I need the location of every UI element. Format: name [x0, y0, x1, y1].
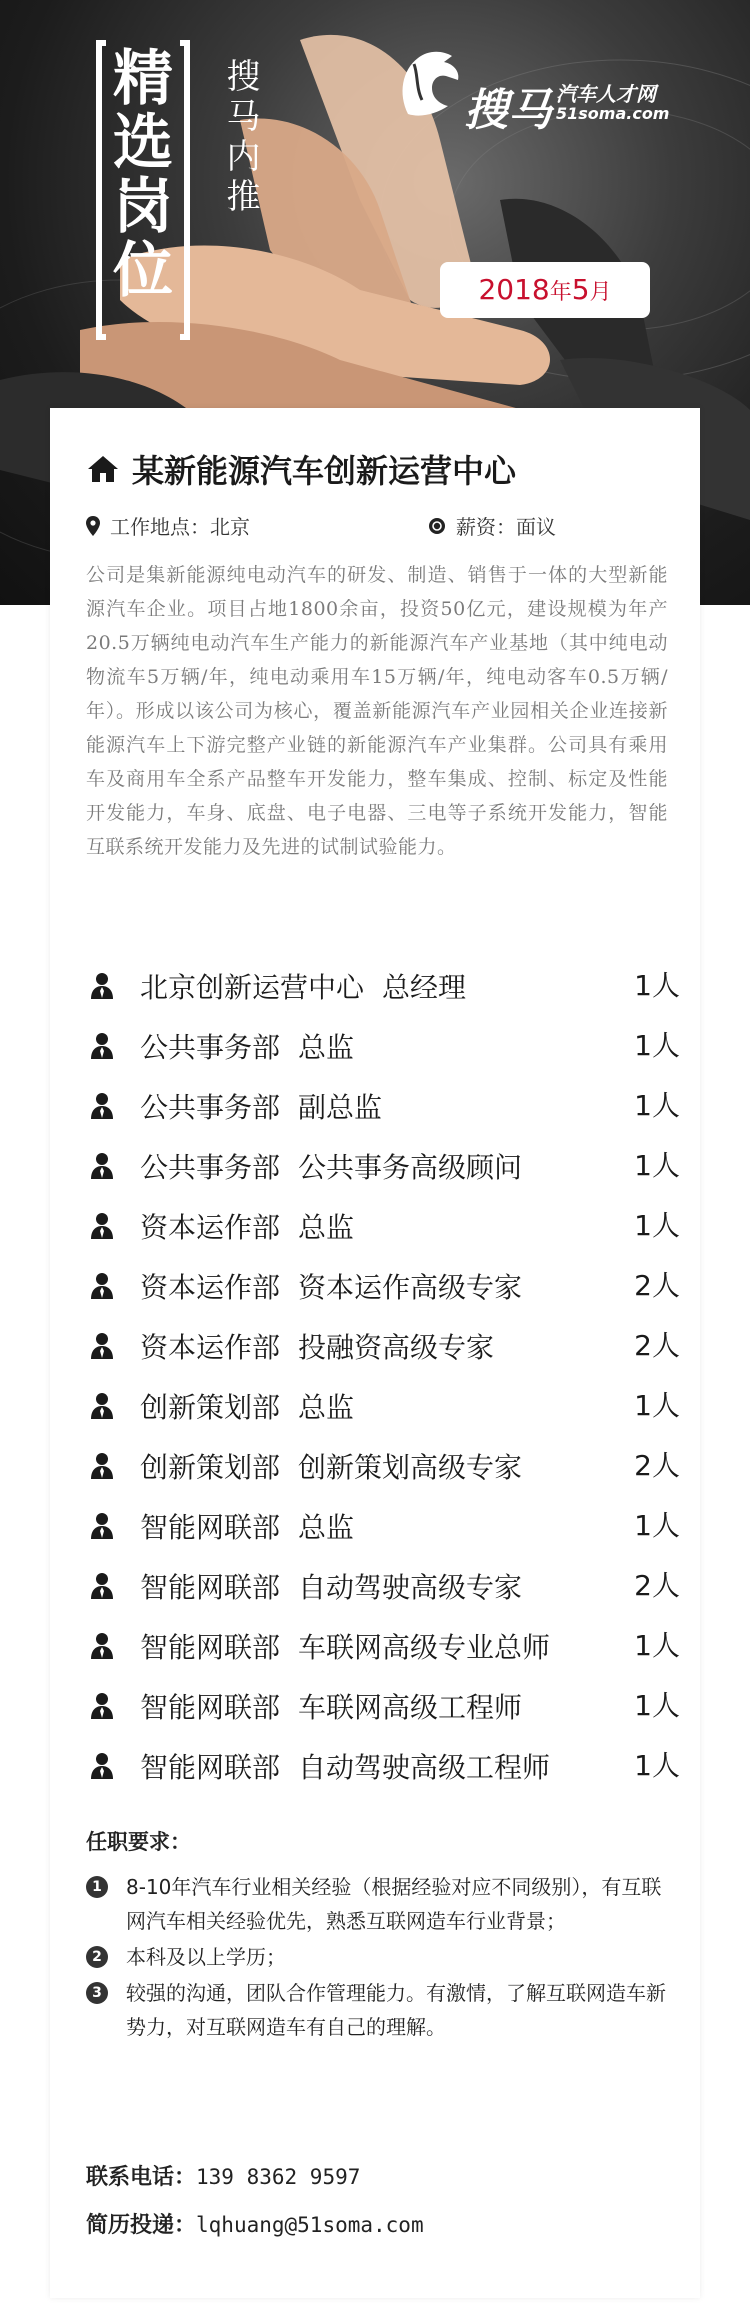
job-count: 1人	[634, 1629, 680, 1662]
phone-contact	[86, 2160, 360, 2191]
job-row	[90, 1196, 680, 1256]
job-count: 2人	[634, 1329, 680, 1362]
job-position: 副总监	[298, 1091, 383, 1124]
date-badge	[440, 262, 650, 318]
logo-tagline: 汽车人才网	[556, 82, 656, 106]
company-description: 公司是集新能源纯电动汽车的研发、制造、销售于一体的大型新能源汽车企业。项目占地1800余亩，投资50亿元，建设规模为年产20.5万辆纯电动汽车生产能力的新能源汽车产业基地（其中纯电动物流车5万辆/年，纯电动乘用车15万辆/年，纯电动客车0.5万辆/年）。形成以该公司为核心，覆盖新能源汽车产业园相关企业连接新能源汽车上下游完整产业链的新能源汽车产业集群。公司具有乘用车及商用车全系产品整车开发能力，整车集成、控制、标定及性能开发能力，车身、底盘、电子电器、三电等子系统开发能力，智能互联系统开发能力及先进的试制试验能力。	[86, 564, 668, 858]
date-year: 2018	[478, 273, 550, 306]
job-dept: 公共事务部	[140, 1151, 281, 1184]
job-count: 1人	[634, 1149, 680, 1182]
job-count: 1人	[634, 1389, 680, 1422]
job-position: 自动驾驶高级工程师	[298, 1751, 551, 1784]
job-count: 1人	[634, 1029, 680, 1062]
job-position: 公共事务高级顾问	[298, 1151, 523, 1184]
vertical-subtitle: 搜马内推	[220, 58, 260, 218]
job-position: 投融资高级专家	[298, 1331, 495, 1364]
job-title	[140, 1566, 522, 1606]
job-dept: 北京创新运营中心	[140, 971, 365, 1004]
job-row	[90, 1736, 680, 1796]
person-icon	[90, 1092, 114, 1120]
requirement-number: 3	[86, 1982, 108, 2004]
person-icon	[90, 1752, 114, 1780]
job-position: 资本运作高级专家	[298, 1271, 523, 1304]
job-title	[140, 1506, 354, 1546]
requirement-text: 8-10年汽车行业相关经验（根据经验对应不同级别），有互联网汽车相关经验优先，熟悉互联网造车行业背景；	[126, 1875, 662, 1933]
salary-label: 薪资：面议	[456, 515, 556, 539]
job-count: 1人	[634, 1689, 680, 1722]
email-label: 简历投递：	[86, 2213, 197, 2238]
person-icon	[90, 1572, 114, 1600]
salary-meta	[428, 511, 556, 540]
job-row	[90, 1676, 680, 1736]
requirements-heading: 任职要求：	[86, 1830, 191, 1854]
job-count: 1人	[634, 1509, 680, 1542]
job-list	[90, 956, 680, 1796]
job-row	[90, 1316, 680, 1376]
job-count: 1人	[634, 969, 680, 1002]
job-dept: 智能网联部	[140, 1691, 281, 1724]
requirement-number: 1	[86, 1876, 108, 1898]
job-row	[90, 1616, 680, 1676]
job-title	[140, 1746, 550, 1786]
person-icon	[90, 1152, 114, 1180]
job-dept: 资本运作部	[140, 1331, 281, 1364]
requirements-list	[86, 1870, 676, 2044]
job-title	[140, 1386, 354, 1426]
job-title	[140, 966, 466, 1006]
job-position: 总经理	[382, 971, 467, 1004]
person-icon	[90, 1392, 114, 1420]
requirement-item	[86, 1940, 676, 1974]
job-dept: 创新策划部	[140, 1391, 281, 1424]
job-card	[50, 408, 700, 2298]
logo-brand: 搜马	[464, 85, 552, 136]
job-dept: 公共事务部	[140, 1091, 281, 1124]
phone-label: 联系电话：	[86, 2165, 197, 2190]
job-position: 自动驾驶高级专家	[298, 1571, 523, 1604]
job-row	[90, 1136, 680, 1196]
job-dept: 智能网联部	[140, 1571, 281, 1604]
person-icon	[90, 1452, 114, 1480]
person-icon	[90, 1332, 114, 1360]
job-title	[140, 1266, 522, 1306]
job-dept: 资本运作部	[140, 1211, 281, 1244]
soma-logo	[388, 44, 670, 136]
person-icon	[90, 1512, 114, 1540]
person-icon	[90, 1632, 114, 1660]
requirement-number: 2	[86, 1946, 108, 1968]
email-contact	[86, 2208, 424, 2239]
coin-icon	[428, 517, 446, 535]
email-address[interactable]: lqhuang@51soma.com	[196, 2213, 424, 2237]
job-row	[90, 1556, 680, 1616]
title-bracket-right	[180, 40, 190, 340]
job-title	[140, 1686, 522, 1726]
job-count: 1人	[634, 1089, 680, 1122]
requirements-section	[86, 1826, 676, 2046]
job-title	[140, 1086, 382, 1126]
requirement-item	[86, 1870, 676, 1938]
job-dept: 创新策划部	[140, 1451, 281, 1484]
job-position: 车联网高级工程师	[298, 1691, 523, 1724]
person-icon	[90, 1212, 114, 1240]
date-year-unit: 年	[549, 280, 572, 305]
job-dept: 公共事务部	[140, 1031, 281, 1064]
vertical-title-text: 精选岗位	[103, 46, 173, 302]
home-icon	[86, 454, 120, 484]
job-title	[140, 1146, 522, 1186]
job-title	[140, 1026, 354, 1066]
job-title	[140, 1206, 354, 1246]
job-dept: 智能网联部	[140, 1751, 281, 1784]
person-icon	[90, 1032, 114, 1060]
job-count: 2人	[634, 1569, 680, 1602]
job-position: 总监	[298, 1391, 355, 1424]
person-icon	[90, 1272, 114, 1300]
job-row	[90, 1076, 680, 1136]
job-count: 1人	[634, 1749, 680, 1782]
location-label: 工作地点：北京	[110, 515, 250, 539]
date-month-unit: 月	[589, 280, 612, 305]
job-count: 2人	[634, 1269, 680, 1302]
requirement-item	[86, 1976, 676, 2044]
job-row	[90, 956, 680, 1016]
job-title	[140, 1626, 550, 1666]
job-row	[90, 1436, 680, 1496]
job-position: 总监	[298, 1211, 355, 1244]
job-row	[90, 1496, 680, 1556]
job-row	[90, 1016, 680, 1076]
phone-number[interactable]: 139 8362 9597	[196, 2165, 361, 2189]
date-month: 5	[571, 273, 590, 306]
horse-logo-icon	[388, 44, 468, 124]
job-position: 创新策划高级专家	[298, 1451, 523, 1484]
job-count: 1人	[634, 1209, 680, 1242]
job-dept: 智能网联部	[140, 1511, 281, 1544]
requirement-text: 本科及以上学历；	[126, 1945, 286, 1969]
vertical-title	[96, 40, 182, 340]
job-dept: 资本运作部	[140, 1271, 281, 1304]
company-name: 某新能源汽车创新运营中心	[132, 452, 517, 490]
person-icon	[90, 1692, 114, 1720]
job-title	[140, 1446, 522, 1486]
job-position: 车联网高级专业总师	[298, 1631, 551, 1664]
job-count: 2人	[634, 1449, 680, 1482]
location-pin-icon	[86, 516, 100, 536]
job-position: 总监	[298, 1511, 355, 1544]
logo-url: 51soma.com	[556, 104, 670, 123]
job-title	[140, 1326, 494, 1366]
company-heading	[86, 446, 516, 492]
requirement-text: 较强的沟通，团队合作管理能力。有激情，了解互联网造车新势力，对互联网造车有自己的理解。	[126, 1981, 666, 2039]
job-row	[90, 1256, 680, 1316]
person-icon	[90, 972, 114, 1000]
job-position: 总监	[298, 1031, 355, 1064]
job-dept: 智能网联部	[140, 1631, 281, 1664]
location-meta	[86, 511, 250, 540]
job-row	[90, 1376, 680, 1436]
